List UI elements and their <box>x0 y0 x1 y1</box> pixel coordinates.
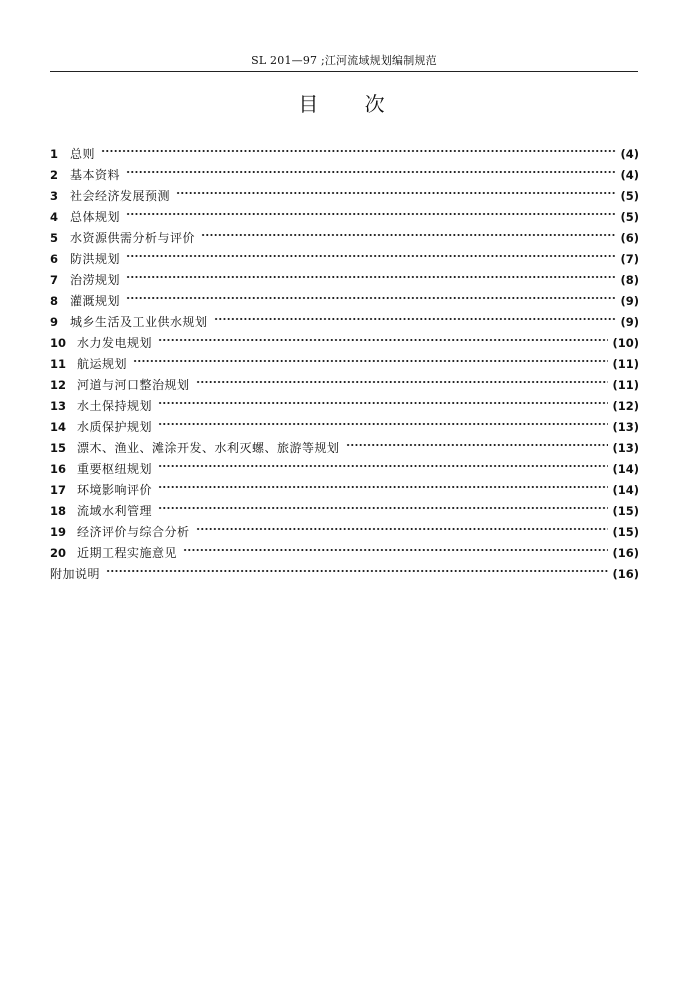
toc-entry-label: 总体规划 <box>70 210 121 224</box>
toc-entry-label: 治涝规划 <box>70 273 121 287</box>
toc-entry-number: 12 <box>50 378 67 392</box>
toc-entry[interactable] <box>50 397 639 418</box>
toc-entry-label: 漂木、渔业、滩涂开发、水利灭螺、旅游等规划 <box>77 441 340 455</box>
toc-entry-label: 近期工程实施意见 <box>77 546 178 560</box>
toc-entry-page: (15) <box>612 504 639 518</box>
dot-leader <box>201 229 616 241</box>
toc-entry-page: (8) <box>620 273 639 287</box>
toc-entry-number: 6 <box>50 252 59 266</box>
toc-entry-label: 水资源供需分析与评价 <box>70 231 196 245</box>
toc-entry[interactable] <box>50 355 639 376</box>
toc-entry-label: 基本资料 <box>70 168 121 182</box>
toc-entry-page: (5) <box>620 189 639 203</box>
toc-entry-label: 附加说明 <box>50 567 101 581</box>
toc-entry-page: (9) <box>620 294 639 308</box>
toc-entry-page: (5) <box>620 210 639 224</box>
toc-entry-number: 4 <box>50 210 59 224</box>
toc-entry[interactable] <box>50 313 639 334</box>
dot-leader <box>158 502 608 514</box>
dot-leader <box>346 439 609 451</box>
toc-entry-label: 水力发电规划 <box>77 336 153 350</box>
toc-entry-number: 15 <box>50 441 67 455</box>
toc-entry[interactable] <box>50 523 639 544</box>
toc-entry-page: (15) <box>612 525 639 539</box>
dot-leader <box>196 523 609 535</box>
toc-entry-label: 水土保持规划 <box>77 399 153 413</box>
toc-entry-page: (14) <box>612 483 639 497</box>
toc-entry-number: 19 <box>50 525 67 539</box>
toc-entry[interactable] <box>50 187 639 208</box>
toc-entry-number: 14 <box>50 420 67 434</box>
toc-entry[interactable] <box>50 292 639 313</box>
toc-entry-label: 城乡生活及工业供水规划 <box>70 315 208 329</box>
toc-entry-label: 防洪规划 <box>70 252 121 266</box>
toc-entry-number: 1 <box>50 147 59 161</box>
toc-entry-number: 13 <box>50 399 67 413</box>
dot-leader <box>158 481 608 493</box>
toc-entry[interactable] <box>50 439 639 460</box>
toc-entry-page: (9) <box>620 315 639 329</box>
toc-entry-label: 航运规划 <box>77 357 128 371</box>
toc-entry-label: 河道与河口整治规划 <box>77 378 190 392</box>
toc-entry-page: (7) <box>620 252 639 266</box>
dot-leader <box>126 271 616 283</box>
dot-leader <box>158 460 608 472</box>
dot-leader <box>214 313 617 325</box>
toc-entry-page: (13) <box>612 441 639 455</box>
toc-entry-label: 灌溉规划 <box>70 294 121 308</box>
table-of-contents <box>50 145 639 586</box>
toc-entry-number: 16 <box>50 462 67 476</box>
dot-leader <box>196 376 609 388</box>
toc-entry-page: (14) <box>612 462 639 476</box>
toc-entry-label: 经济评价与综合分析 <box>77 525 190 539</box>
toc-entry-number: 5 <box>50 231 59 245</box>
running-header: SL 201—97 ;江河流域规划编制规范 <box>251 54 437 67</box>
toc-entry[interactable] <box>50 376 639 397</box>
toc-entry-label: 环境影响评价 <box>77 483 153 497</box>
toc-entry[interactable] <box>50 145 639 166</box>
toc-entry-number: 2 <box>50 168 59 182</box>
toc-entry[interactable] <box>50 460 639 481</box>
toc-entry-number: 8 <box>50 294 59 308</box>
dot-leader <box>158 397 608 409</box>
toc-entry-number: 9 <box>50 315 59 329</box>
toc-entry-number: 7 <box>50 273 59 287</box>
toc-entry[interactable] <box>50 250 639 271</box>
toc-entry-appendix[interactable] <box>50 565 639 586</box>
toc-entry[interactable] <box>50 544 639 565</box>
toc-entry[interactable] <box>50 208 639 229</box>
toc-entry-page: (6) <box>620 231 639 245</box>
toc-entry-number: 17 <box>50 483 67 497</box>
dot-leader <box>126 250 616 262</box>
toc-entry-number: 10 <box>50 336 67 350</box>
toc-entry-number: 11 <box>50 357 67 371</box>
toc-entry-page: (16) <box>612 546 639 560</box>
toc-entry-page: (11) <box>612 357 639 371</box>
toc-entry[interactable] <box>50 271 639 292</box>
toc-entry-label: 总则 <box>70 147 96 161</box>
toc-entry-label: 社会经济发展预测 <box>70 189 171 203</box>
toc-entry-page: (4) <box>620 168 639 182</box>
toc-entry-page: (13) <box>612 420 639 434</box>
dot-leader <box>126 292 616 304</box>
toc-entry[interactable] <box>50 481 639 502</box>
toc-entry-number: 18 <box>50 504 67 518</box>
toc-entry[interactable] <box>50 502 639 523</box>
toc-entry-page: (16) <box>612 567 639 581</box>
toc-entry-label: 水质保护规划 <box>77 420 153 434</box>
dot-leader <box>126 208 616 220</box>
toc-entry-page: (12) <box>612 399 639 413</box>
dot-leader <box>176 187 616 199</box>
dot-leader <box>126 166 616 178</box>
toc-entry[interactable] <box>50 229 639 250</box>
dot-leader <box>158 334 608 346</box>
dot-leader <box>158 418 608 430</box>
toc-entry-number: 3 <box>50 189 59 203</box>
dot-leader <box>106 565 608 577</box>
toc-entry[interactable] <box>50 334 639 355</box>
toc-title: 目 次 <box>298 92 405 116</box>
header-rule <box>50 71 638 72</box>
toc-entry[interactable] <box>50 166 639 187</box>
dot-leader <box>183 544 608 556</box>
toc-entry-page: (4) <box>620 147 639 161</box>
toc-entry[interactable] <box>50 418 639 439</box>
dot-leader <box>101 145 616 157</box>
dot-leader <box>133 355 608 367</box>
toc-entry-label: 流域水利管理 <box>77 504 153 518</box>
toc-entry-number: 20 <box>50 546 67 560</box>
toc-entry-page: (10) <box>612 336 639 350</box>
toc-entry-page: (11) <box>612 378 639 392</box>
toc-entry-label: 重要枢纽规划 <box>77 462 153 476</box>
